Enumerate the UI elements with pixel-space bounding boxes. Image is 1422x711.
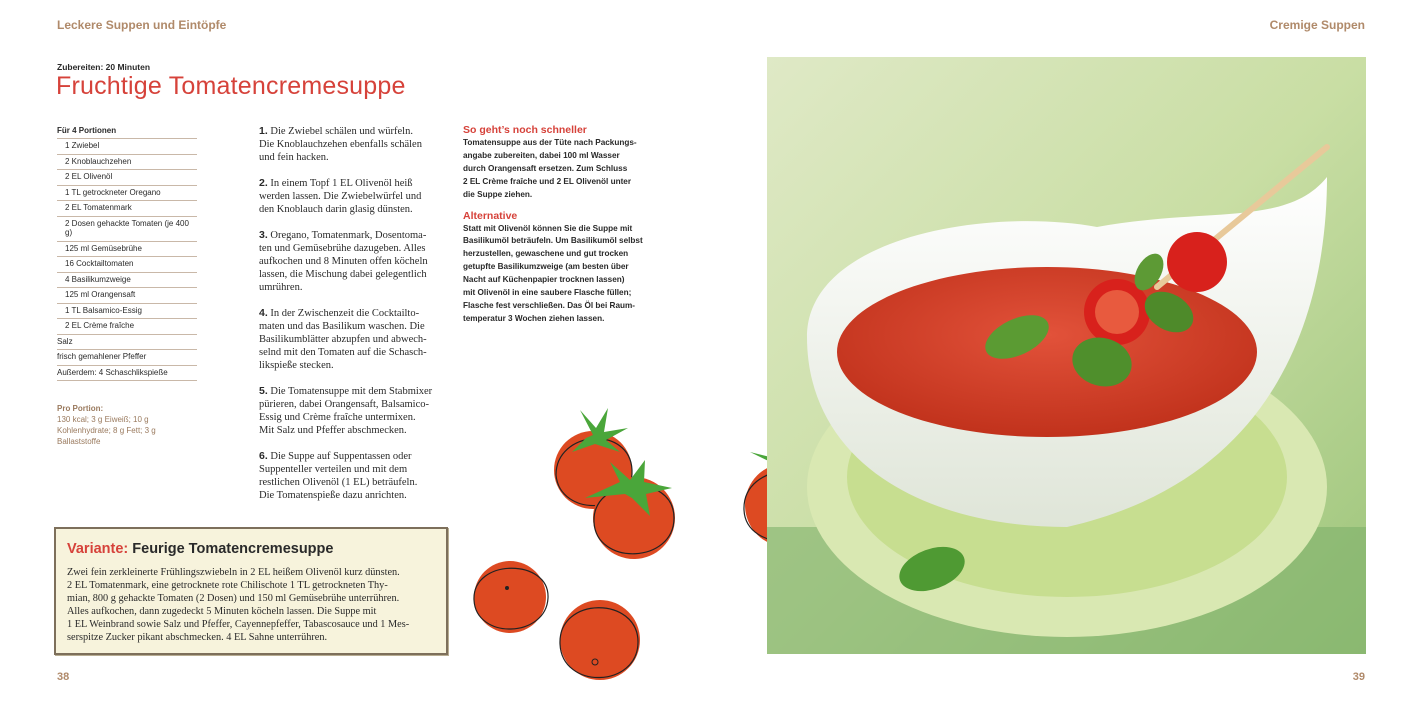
ingredient-extra-item: frisch gemahlener Pfeffer (57, 350, 197, 366)
step-number: 3. (259, 229, 268, 241)
faster-heading: So geht’s noch schneller (463, 124, 587, 136)
ingredient-item: 4 Basilikumzweige (57, 273, 197, 289)
ingredient-item: 1 TL getrockneter Oregano (57, 186, 197, 202)
ingredient-item: 125 ml Orangensaft (57, 288, 197, 304)
ingredient-item: 1 Zwiebel (57, 139, 197, 155)
variant-title (67, 541, 333, 557)
alternative-heading: Alternative (463, 209, 518, 222)
step-text: Die Zwiebel schälen und würfeln. Die Knoblauchzehen ebenfalls schälen und fein hacken. (259, 126, 422, 163)
ingredient-item: 2 Knoblauchzehen (57, 155, 197, 171)
variant-name: Feurige Tomatencremesuppe (132, 541, 334, 557)
nutrition-info (57, 403, 197, 447)
tomato-cut-surface (1095, 290, 1139, 334)
header-left: Leckere Suppen und Eintöpfe (57, 18, 227, 32)
faster-text: Tomatensuppe aus der Tüte nach Packungs- angabe zubereiten, dabei 100 ml Wasser durch Orangensaft ersetzen. Zum Schluss 2 EL Crème fraîche und 2 EL Olivenöl unter die Suppe ziehen. (463, 138, 637, 199)
step (259, 229, 449, 294)
step (259, 307, 449, 372)
ingredient-extra-item: Salz (57, 335, 197, 351)
step-text: In einem Topf 1 EL Olivenöl heiß werden lassen. Die Zwiebelwürfel und den Knoblauch darin glasig dünsten. (259, 178, 422, 215)
header-right: Cremige Suppen (1269, 18, 1365, 32)
ingredient-item: 16 Cocktailtomaten (57, 257, 197, 273)
step-number: 1. (259, 125, 268, 137)
ingredient-item: 1 TL Balsamico-Essig (57, 304, 197, 320)
tomato-drawing (474, 561, 548, 633)
recipe-title: Fruchtige Tomatencremesuppe (56, 72, 406, 100)
recipe-steps (259, 125, 449, 515)
nutrition-text: 130 kcal; 3 g Eiweiß; 10 g Kohlenhydrate; 8 g Fett; 3 g Ballaststoffe (57, 415, 156, 446)
variant-box (54, 527, 448, 655)
page-number-left: 38 (57, 671, 70, 683)
step (259, 125, 449, 164)
step-number: 4. (259, 307, 268, 319)
step (259, 177, 449, 216)
page-number-right: 39 (1352, 671, 1365, 683)
tomato-drawing (560, 600, 640, 680)
tips-column (463, 124, 658, 334)
prep-time: Zubereiten: 20 Minuten (57, 62, 151, 72)
ingredient-item: 2 EL Olivenöl (57, 170, 197, 186)
step-text: Die Suppe auf Suppentassen oder Suppenteller verteilen und mit dem restlichen Olivenöl (1 EL) beträufeln. Die Tomatenspieße dazu anrichten. (259, 451, 418, 501)
ingredients-heading: Für 4 Portionen (57, 126, 197, 139)
step-text: Die Tomatensuppe mit dem Stabmixer pürieren, dabei Orangensaft, Balsamico- Essig und Crème fraîche untermixen. Mit Salz und Pfeffer abschmecken. (259, 386, 433, 436)
soup (837, 267, 1257, 437)
ingredient-item: 125 ml Gemüsebrühe (57, 242, 197, 258)
ingredient-extra-item: Außerdem: 4 Schaschlikspieße (57, 366, 197, 382)
ingredient-item: 2 Dosen gehackte Tomaten (je 400 g) (57, 217, 197, 242)
step-text: Oregano, Tomatenmark, Dosentoma- ten und Gemüsebrühe dazugeben. Alles aufkochen und 8 Minuten offen köcheln lassen, die Mischung dabei gelegentlich umrühren. (259, 230, 428, 293)
variant-text: Zwei fein zerkleinerte Frühlingszwiebeln in 2 EL heißem Olivenöl kurz dünsten. 2 EL Tomatenmark, eine getrocknete rote Chilischote 1 TL getrockneten Thy- mian, 800 g gehackte Tomaten (2 Dosen) und 150 ml Gemüsebrühe unterrühren. Alles aufkochen, dann zugedeckt 5 Minuten köcheln lassen. Die Suppe mit 1 EL Weinbrand sowie Salz und Pfeffer, Cayennepfeffer, Tabascosauce und 1 Mes- serspitze Zucker pikant abschmecken. 4 EL Sahne unterrühren. (67, 567, 410, 643)
cherry-tomato (1167, 232, 1227, 292)
variant-label: Variante: (67, 541, 129, 557)
step (259, 385, 449, 437)
ingredient-item: 2 EL Crème fraîche (57, 319, 197, 335)
step-number: 6. (259, 450, 268, 462)
ingredients-list (57, 126, 197, 381)
step-number: 5. (259, 385, 268, 397)
nutrition-label: Pro Portion: (57, 404, 104, 413)
alternative-text: Statt mit Olivenöl können Sie die Suppe mit Basilikumöl beträufeln. Um Basilikumöl selbst herzustellen, gewaschene und gut trocken getupfte Basilikumzweige (am besten über Nacht auf Küchenpapier trocknen lassen) mit Olivenöl in eine saubere Flasche füllen; Flasche fest verschließen. Das Öl bei Raum- temperatur 3 Wochen ziehen lassen. (463, 223, 643, 323)
step (259, 450, 449, 502)
soup-photo (767, 57, 1366, 654)
ingredient-item: 2 EL Tomatenmark (57, 201, 197, 217)
step-text: In der Zwischenzeit die Cocktailto- maten und das Basilikum waschen. Die Basilikumblätter abzupfen und abwech- selnd mit den Tomaten auf die Schasch- likspieße stecken. (259, 308, 427, 371)
step-number: 2. (259, 177, 268, 189)
